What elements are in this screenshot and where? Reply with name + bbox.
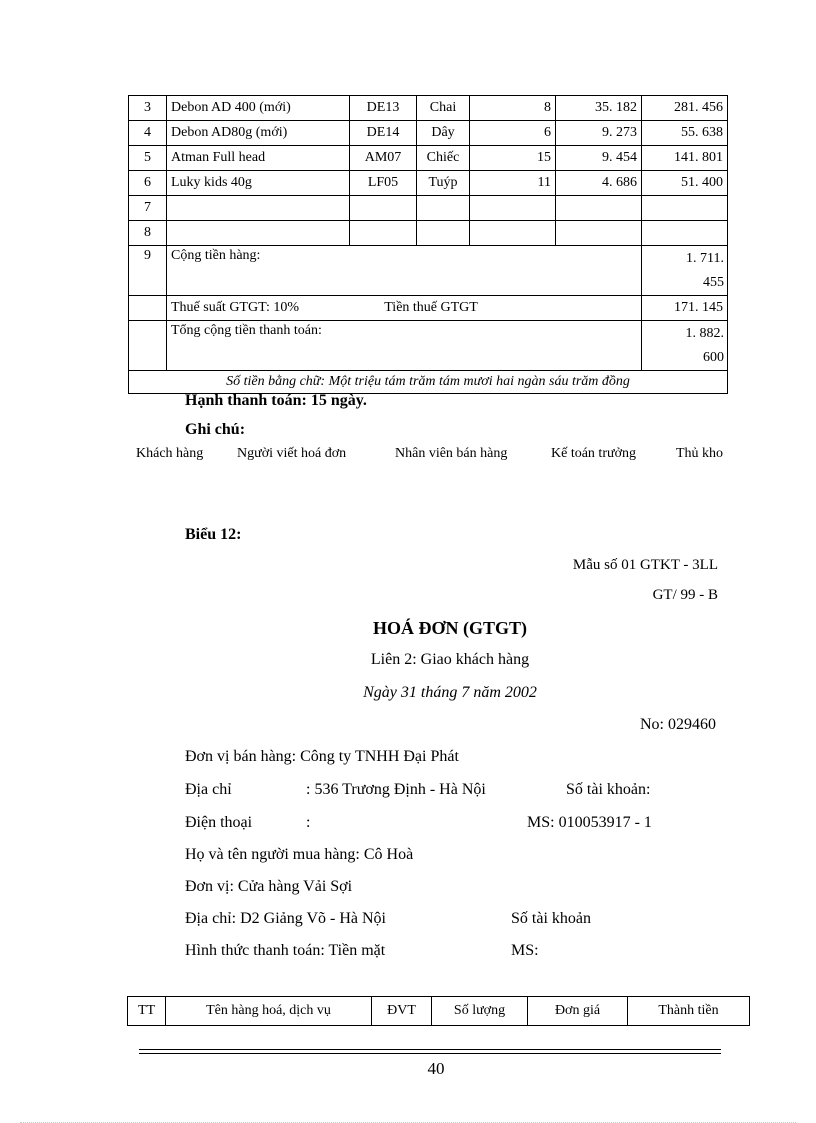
item-unit: Dây (417, 121, 470, 146)
form-series: GT/ 99 - B (652, 587, 718, 603)
amount-in-words: Số tiền bằng chữ: Một triệu tám trăm tám mươi hai ngàn sáu trăm đồng (129, 371, 728, 394)
item-unit: Tuýp (417, 171, 470, 196)
item-price: 4. 686 (556, 171, 642, 196)
item-quantity (470, 196, 556, 221)
copy-label: Liên 2: Giao khách hàng (370, 651, 530, 668)
seller-address: : 536 Trương Định - Hà Nội (306, 781, 486, 798)
total-value: 1. 882. 600 (642, 321, 728, 371)
item-quantity (470, 221, 556, 246)
seller-account-label: Số tài khoản: (566, 781, 651, 798)
vat-rate-label: Thuế suất GTGT: 10% (171, 300, 299, 315)
total-row (129, 321, 728, 371)
item-code (350, 196, 417, 221)
item-code: AM07 (350, 146, 417, 171)
item-name: Debon AD80g (mới) (167, 121, 350, 146)
signature-salesperson: Nhân viên bán hàng (395, 446, 508, 461)
item-amount: 51. 400 (642, 171, 728, 196)
signature-customer: Khách hàng (136, 446, 204, 461)
subtotal-row (129, 246, 728, 296)
item-name (167, 196, 350, 221)
item-price: 9. 273 (556, 121, 642, 146)
subtotal-value: 1. 711. 455 (642, 246, 728, 296)
header-unit-price: Đơn giá (528, 997, 628, 1026)
invoice-table-header (127, 996, 750, 1026)
item-code (350, 221, 417, 246)
item-code: LF05 (350, 171, 417, 196)
buyer-address: Địa chỉ: D2 Giảng Võ - Hà Nội (185, 910, 386, 927)
vat-amount: 171. 145 (642, 296, 728, 321)
vat-amount-label: Tiền thuế GTGT (384, 300, 478, 315)
items-table-body (129, 96, 728, 394)
payment-term: Hạnh thanh toán: 15 ngày. (185, 392, 367, 409)
item-amount (642, 221, 728, 246)
signature-storekeeper: Thủ kho (676, 446, 724, 461)
payment-method: Hình thức thanh toán: Tiền mặt (185, 942, 386, 959)
page-number: 40 (427, 1059, 445, 1078)
item-name: Debon AD 400 (mới) (167, 96, 350, 121)
item-stt: 8 (129, 221, 167, 246)
table-row (129, 146, 728, 171)
invoice-items-table (128, 95, 728, 394)
vat-row (129, 296, 728, 321)
item-stt: 6 (129, 171, 167, 196)
item-stt: 4 (129, 121, 167, 146)
buyer-name: Họ và tên người mua hàng: Cô Hoà (185, 846, 414, 863)
item-amount: 141. 801 (642, 146, 728, 171)
header-tt: TT (128, 997, 166, 1026)
subtotal-label: Cộng tiền hàng: (167, 246, 642, 296)
item-stt: 3 (129, 96, 167, 121)
item-stt: 5 (129, 146, 167, 171)
header-unit: ĐVT (372, 997, 432, 1026)
item-code: DE14 (350, 121, 417, 146)
item-unit: Chiếc (417, 146, 470, 171)
item-quantity: 6 (470, 121, 556, 146)
item-quantity: 15 (470, 146, 556, 171)
section-title: Biểu 12: (185, 526, 242, 543)
note-label: Ghi chú: (185, 421, 246, 438)
table-row (129, 221, 728, 246)
seller-phone-label: Điện thoại (185, 814, 253, 831)
item-price (556, 221, 642, 246)
table-row (129, 171, 728, 196)
item-unit (417, 196, 470, 221)
form-code: Mẫu số 01 GTKT - 3LL (572, 557, 718, 573)
item-unit: Chai (417, 96, 470, 121)
table-row (129, 96, 728, 121)
seller-phone: : (306, 814, 311, 831)
item-amount: 55. 638 (642, 121, 728, 146)
header-quantity: Số lượng (432, 997, 528, 1026)
signature-invoice-writer: Người viết hoá đơn (237, 446, 347, 461)
footer-rule-bottom (139, 1053, 721, 1054)
subtotal-stt: 9 (129, 246, 167, 296)
buyer-unit: Đơn vị: Cửa hàng Vải Sợi (185, 878, 353, 895)
invoice-number: No: 029460 (640, 716, 716, 733)
item-amount: 281. 456 (642, 96, 728, 121)
item-amount (642, 196, 728, 221)
table-row (129, 121, 728, 146)
invoice-date: Ngày 31 tháng 7 năm 2002 (363, 684, 537, 701)
item-code: DE13 (350, 96, 417, 121)
item-name: Atman Full head (167, 146, 350, 171)
seller-address-label: Địa chỉ (185, 781, 232, 798)
total-label: Tổng cộng tiền thanh toán: (167, 321, 642, 371)
seller-unit: Đơn vị bán hàng: Công ty TNHH Đại Phát (185, 748, 459, 765)
item-name: Luky kids 40g (167, 171, 350, 196)
buyer-tax-code-label: MS: (511, 942, 539, 959)
buyer-account-label: Số tài khoản (511, 910, 591, 927)
in-words-row (129, 371, 728, 394)
item-price (556, 196, 642, 221)
header-row (128, 997, 750, 1026)
seller-tax-code: MS: 010053917 - 1 (527, 814, 652, 831)
item-price: 9. 454 (556, 146, 642, 171)
item-quantity: 8 (470, 96, 556, 121)
table-row (129, 196, 728, 221)
item-price: 35. 182 (556, 96, 642, 121)
item-stt: 7 (129, 196, 167, 221)
header-amount: Thành tiền (628, 997, 750, 1026)
item-unit (417, 221, 470, 246)
item-quantity: 11 (470, 171, 556, 196)
footer-rule-top (139, 1049, 721, 1050)
header-item-name: Tên hàng hoá, dịch vụ (166, 997, 372, 1026)
signature-chief-accountant: Kế toán trưởng (551, 446, 636, 461)
invoice-title: HOÁ ĐƠN (GTGT) (372, 618, 527, 638)
item-name (167, 221, 350, 246)
